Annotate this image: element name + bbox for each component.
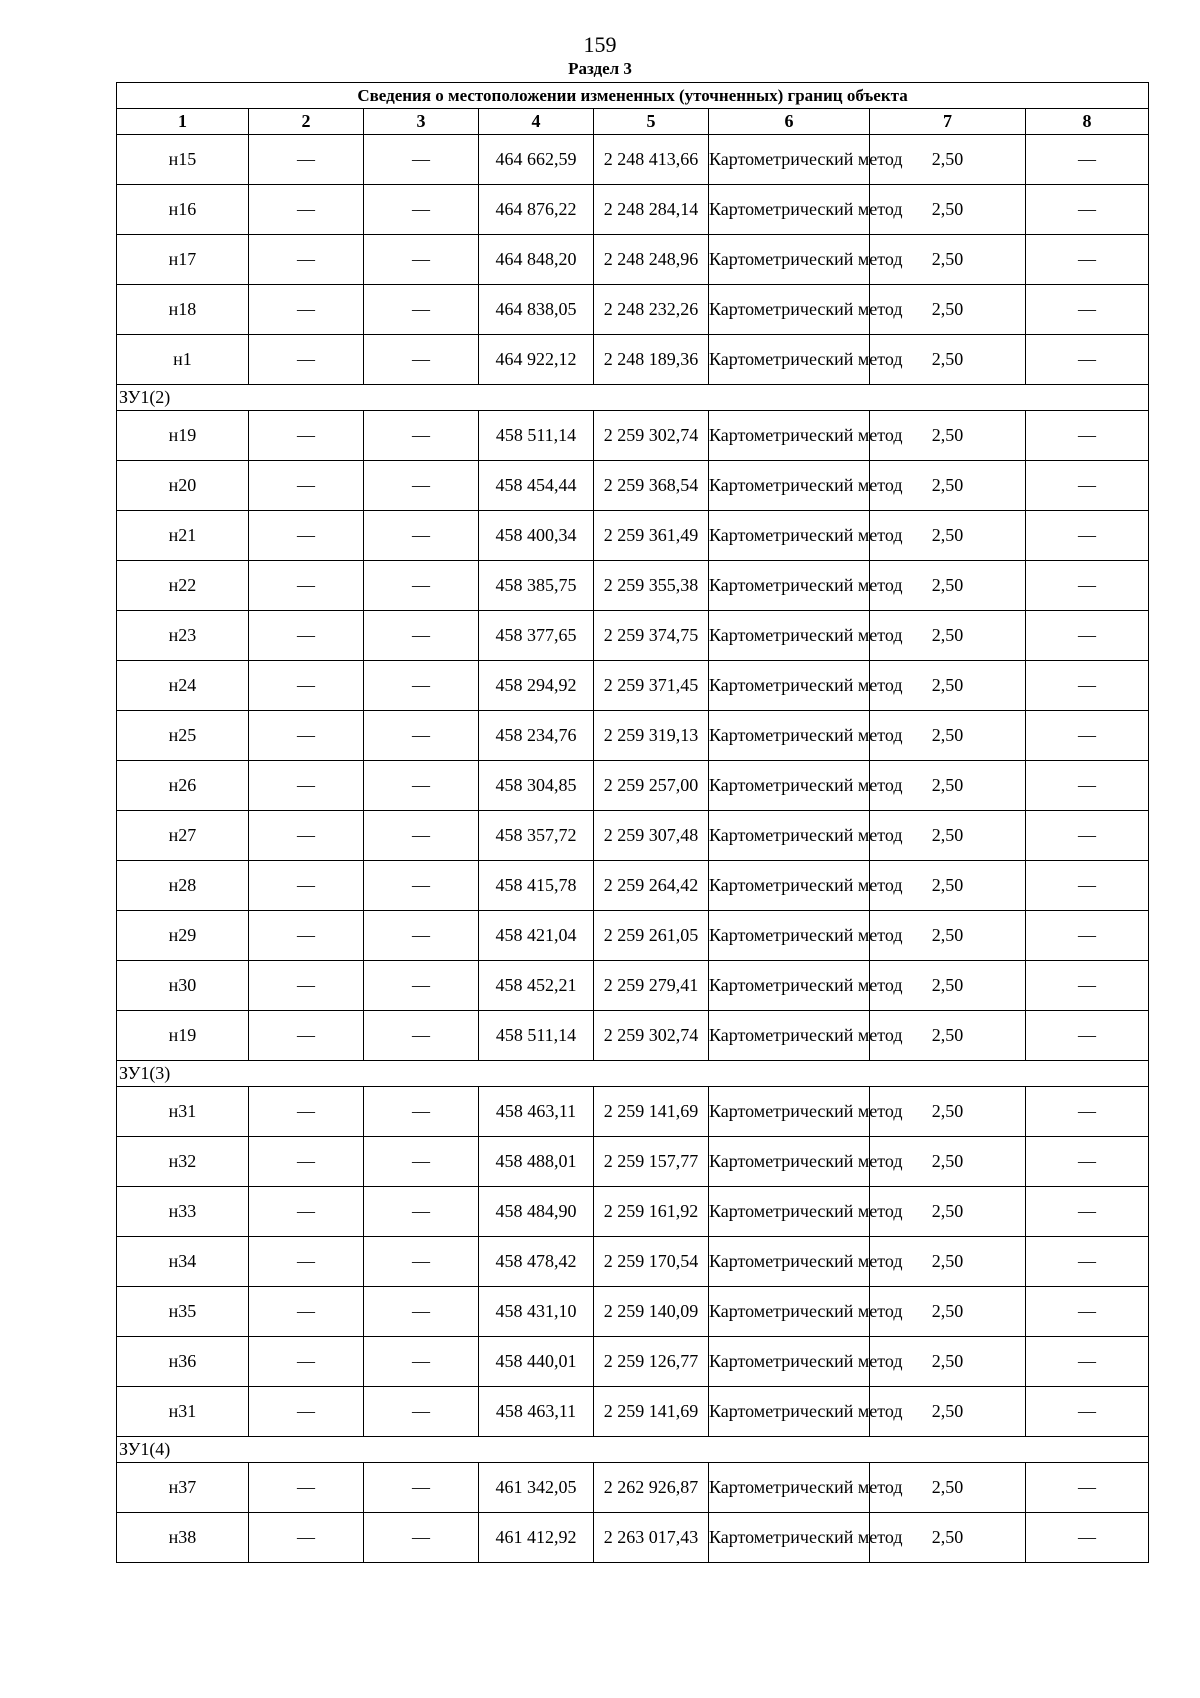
column-8-value: — (1026, 761, 1149, 811)
point-name: н19 (117, 411, 249, 461)
column-2-value: — (249, 285, 364, 335)
y-coordinate: 2 259 361,49 (594, 511, 709, 561)
point-name: н35 (117, 1287, 249, 1337)
method: Картометрический метод (709, 411, 870, 461)
method: Картометрический метод (709, 711, 870, 761)
column-8-value: — (1026, 135, 1149, 185)
method: Картометрический метод (709, 1337, 870, 1387)
point-name: н17 (117, 235, 249, 285)
table-row (117, 611, 1149, 661)
column-2-value: — (249, 1011, 364, 1061)
x-coordinate: 458 294,92 (479, 661, 594, 711)
column-2-value: — (249, 761, 364, 811)
column-8-value: — (1026, 811, 1149, 861)
y-coordinate: 2 259 302,74 (594, 1011, 709, 1061)
column-8-value: — (1026, 235, 1149, 285)
table-row (117, 711, 1149, 761)
x-coordinate: 458 385,75 (479, 561, 594, 611)
point-name: н25 (117, 711, 249, 761)
y-coordinate: 2 248 189,36 (594, 335, 709, 385)
precision: 2,50 (870, 285, 1026, 335)
table-row (117, 135, 1149, 185)
y-coordinate: 2 259 140,09 (594, 1287, 709, 1337)
column-2-value: — (249, 561, 364, 611)
column-header: 5 (594, 109, 709, 135)
precision: 2,50 (870, 1011, 1026, 1061)
precision: 2,50 (870, 1387, 1026, 1437)
x-coordinate: 458 400,34 (479, 511, 594, 561)
point-name: н20 (117, 461, 249, 511)
y-coordinate: 2 259 307,48 (594, 811, 709, 861)
column-8-value: — (1026, 861, 1149, 911)
y-coordinate: 2 259 157,77 (594, 1137, 709, 1187)
precision: 2,50 (870, 961, 1026, 1011)
column-3-value: — (364, 711, 479, 761)
point-name: н38 (117, 1513, 249, 1563)
method: Картометрический метод (709, 1237, 870, 1287)
column-3-value: — (364, 661, 479, 711)
column-header: 6 (709, 109, 870, 135)
column-8-value: — (1026, 1011, 1149, 1061)
group-label: ЗУ1(2) (117, 385, 1149, 411)
y-coordinate: 2 259 302,74 (594, 411, 709, 461)
column-3-value: — (364, 1337, 479, 1387)
table-row (117, 761, 1149, 811)
table-row (117, 411, 1149, 461)
section-title: Раздел 3 (568, 59, 632, 78)
column-2-value: — (249, 1287, 364, 1337)
x-coordinate: 458 478,42 (479, 1237, 594, 1287)
y-coordinate: 2 259 261,05 (594, 911, 709, 961)
method: Картометрический метод (709, 611, 870, 661)
column-2-value: — (249, 185, 364, 235)
x-coordinate: 461 342,05 (479, 1463, 594, 1513)
column-3-value: — (364, 811, 479, 861)
page-number: 159 (583, 32, 617, 57)
y-coordinate: 2 259 279,41 (594, 961, 709, 1011)
column-2-value: — (249, 1463, 364, 1513)
column-3-value: — (364, 611, 479, 661)
method: Картометрический метод (709, 1087, 870, 1137)
method: Картометрический метод (709, 811, 870, 861)
column-2-value: — (249, 611, 364, 661)
table-row (117, 285, 1149, 335)
y-coordinate: 2 259 141,69 (594, 1387, 709, 1437)
point-name: н36 (117, 1337, 249, 1387)
column-2-value: — (249, 1387, 364, 1437)
method: Картометрический метод (709, 1187, 870, 1237)
method: Картометрический метод (709, 511, 870, 561)
column-8-value: — (1026, 1513, 1149, 1563)
x-coordinate: 464 848,20 (479, 235, 594, 285)
x-coordinate: 458 431,10 (479, 1287, 594, 1337)
precision: 2,50 (870, 335, 1026, 385)
x-coordinate: 458 377,65 (479, 611, 594, 661)
method: Картометрический метод (709, 861, 870, 911)
y-coordinate: 2 259 264,42 (594, 861, 709, 911)
x-coordinate: 458 304,85 (479, 761, 594, 811)
column-2-value: — (249, 1337, 364, 1387)
table-title: Сведения о местоположении измененных (уточненных) границ объекта (117, 83, 1149, 109)
column-3-value: — (364, 861, 479, 911)
column-3-value: — (364, 411, 479, 461)
column-8-value: — (1026, 411, 1149, 461)
table-row (117, 1237, 1149, 1287)
y-coordinate: 2 248 248,96 (594, 235, 709, 285)
column-2-value: — (249, 461, 364, 511)
method: Картометрический метод (709, 911, 870, 961)
table-row (117, 1187, 1149, 1237)
column-2-value: — (249, 1513, 364, 1563)
column-2-value: — (249, 411, 364, 461)
column-3-value: — (364, 1287, 479, 1337)
x-coordinate: 458 452,21 (479, 961, 594, 1011)
y-coordinate: 2 259 319,13 (594, 711, 709, 761)
x-coordinate: 458 484,90 (479, 1187, 594, 1237)
column-header: 8 (1026, 109, 1149, 135)
table-row (117, 335, 1149, 385)
y-coordinate: 2 259 126,77 (594, 1337, 709, 1387)
column-8-value: — (1026, 1337, 1149, 1387)
y-coordinate: 2 248 284,14 (594, 185, 709, 235)
x-coordinate: 464 662,59 (479, 135, 594, 185)
table-row (117, 561, 1149, 611)
group-row (117, 1437, 1149, 1463)
point-name: н22 (117, 561, 249, 611)
table-row (117, 811, 1149, 861)
x-coordinate: 458 440,01 (479, 1337, 594, 1387)
point-name: н27 (117, 811, 249, 861)
x-coordinate: 458 463,11 (479, 1387, 594, 1437)
column-header: 1 (117, 109, 249, 135)
precision: 2,50 (870, 135, 1026, 185)
y-coordinate: 2 259 161,92 (594, 1187, 709, 1237)
method: Картометрический метод (709, 335, 870, 385)
column-3-value: — (364, 1137, 479, 1187)
column-8-value: — (1026, 561, 1149, 611)
column-3-value: — (364, 235, 479, 285)
table-row (117, 235, 1149, 285)
x-coordinate: 458 234,76 (479, 711, 594, 761)
y-coordinate: 2 262 926,87 (594, 1463, 709, 1513)
method: Картометрический метод (709, 135, 870, 185)
method: Картометрический метод (709, 1513, 870, 1563)
point-name: н31 (117, 1087, 249, 1137)
group-row (117, 1061, 1149, 1087)
column-2-value: — (249, 861, 364, 911)
precision: 2,50 (870, 1137, 1026, 1187)
column-header-row (117, 109, 1149, 135)
x-coordinate: 458 415,78 (479, 861, 594, 911)
precision: 2,50 (870, 511, 1026, 561)
y-coordinate: 2 259 170,54 (594, 1237, 709, 1287)
column-3-value: — (364, 1011, 479, 1061)
column-8-value: — (1026, 711, 1149, 761)
table-row (117, 1387, 1149, 1437)
x-coordinate: 458 511,14 (479, 1011, 594, 1061)
point-name: н34 (117, 1237, 249, 1287)
table-row (117, 861, 1149, 911)
y-coordinate: 2 259 141,69 (594, 1087, 709, 1137)
column-3-value: — (364, 1387, 479, 1437)
method: Картометрический метод (709, 761, 870, 811)
point-name: н37 (117, 1463, 249, 1513)
column-3-value: — (364, 1187, 479, 1237)
precision: 2,50 (870, 1187, 1026, 1237)
precision: 2,50 (870, 1237, 1026, 1287)
point-name: н24 (117, 661, 249, 711)
column-8-value: — (1026, 335, 1149, 385)
y-coordinate: 2 263 017,43 (594, 1513, 709, 1563)
column-2-value: — (249, 811, 364, 861)
column-2-value: — (249, 135, 364, 185)
group-row (117, 385, 1149, 411)
y-coordinate: 2 259 374,75 (594, 611, 709, 661)
y-coordinate: 2 259 371,45 (594, 661, 709, 711)
column-3-value: — (364, 1237, 479, 1287)
column-8-value: — (1026, 461, 1149, 511)
column-8-value: — (1026, 1187, 1149, 1237)
y-coordinate: 2 259 257,00 (594, 761, 709, 811)
point-name: н15 (117, 135, 249, 185)
table-row (117, 1287, 1149, 1337)
precision: 2,50 (870, 1087, 1026, 1137)
column-3-value: — (364, 185, 479, 235)
x-coordinate: 458 421,04 (479, 911, 594, 961)
column-3-value: — (364, 135, 479, 185)
point-name: н21 (117, 511, 249, 561)
point-name: н31 (117, 1387, 249, 1437)
precision: 2,50 (870, 235, 1026, 285)
point-name: н16 (117, 185, 249, 235)
point-name: н23 (117, 611, 249, 661)
column-3-value: — (364, 561, 479, 611)
table-row (117, 1337, 1149, 1387)
precision: 2,50 (870, 861, 1026, 911)
column-8-value: — (1026, 661, 1149, 711)
method: Картометрический метод (709, 185, 870, 235)
precision: 2,50 (870, 761, 1026, 811)
table-row (117, 511, 1149, 561)
column-header: 2 (249, 109, 364, 135)
column-8-value: — (1026, 911, 1149, 961)
precision: 2,50 (870, 1513, 1026, 1563)
column-3-value: — (364, 761, 479, 811)
column-8-value: — (1026, 1137, 1149, 1187)
group-label: ЗУ1(3) (117, 1061, 1149, 1087)
x-coordinate: 464 876,22 (479, 185, 594, 235)
y-coordinate: 2 259 355,38 (594, 561, 709, 611)
column-3-value: — (364, 911, 479, 961)
column-8-value: — (1026, 611, 1149, 661)
column-3-value: — (364, 1087, 479, 1137)
precision: 2,50 (870, 1463, 1026, 1513)
column-2-value: — (249, 711, 364, 761)
precision: 2,50 (870, 461, 1026, 511)
precision: 2,50 (870, 1287, 1026, 1337)
column-8-value: — (1026, 185, 1149, 235)
table-title-row (117, 83, 1149, 109)
precision: 2,50 (870, 611, 1026, 661)
x-coordinate: 464 922,12 (479, 335, 594, 385)
column-3-value: — (364, 285, 479, 335)
group-label: ЗУ1(4) (117, 1437, 1149, 1463)
table-body (117, 135, 1149, 1563)
precision: 2,50 (870, 185, 1026, 235)
precision: 2,50 (870, 911, 1026, 961)
method: Картометрический метод (709, 1011, 870, 1061)
column-8-value: — (1026, 1237, 1149, 1287)
point-name: н19 (117, 1011, 249, 1061)
column-3-value: — (364, 335, 479, 385)
column-3-value: — (364, 461, 479, 511)
method: Картометрический метод (709, 285, 870, 335)
column-2-value: — (249, 1137, 364, 1187)
x-coordinate: 461 412,92 (479, 1513, 594, 1563)
method: Картометрический метод (709, 961, 870, 1011)
column-8-value: — (1026, 1087, 1149, 1137)
column-2-value: — (249, 335, 364, 385)
method: Картометрический метод (709, 235, 870, 285)
point-name: н33 (117, 1187, 249, 1237)
column-2-value: — (249, 961, 364, 1011)
column-2-value: — (249, 1237, 364, 1287)
table-row (117, 911, 1149, 961)
point-name: н28 (117, 861, 249, 911)
point-name: н1 (117, 335, 249, 385)
table-row (117, 1513, 1149, 1563)
y-coordinate: 2 259 368,54 (594, 461, 709, 511)
method: Картометрический метод (709, 461, 870, 511)
method: Картометрический метод (709, 1387, 870, 1437)
column-3-value: — (364, 961, 479, 1011)
table-row (117, 185, 1149, 235)
column-header: 3 (364, 109, 479, 135)
method: Картометрический метод (709, 561, 870, 611)
point-name: н18 (117, 285, 249, 335)
column-8-value: — (1026, 511, 1149, 561)
column-8-value: — (1026, 285, 1149, 335)
table-row (117, 661, 1149, 711)
table-row (117, 1463, 1149, 1513)
point-name: н32 (117, 1137, 249, 1187)
column-3-value: — (364, 1463, 479, 1513)
column-2-value: — (249, 1187, 364, 1237)
precision: 2,50 (870, 811, 1026, 861)
column-8-value: — (1026, 961, 1149, 1011)
table-row (117, 461, 1149, 511)
y-coordinate: 2 248 232,26 (594, 285, 709, 335)
table-row (117, 1087, 1149, 1137)
table-row (117, 1137, 1149, 1187)
precision: 2,50 (870, 561, 1026, 611)
column-2-value: — (249, 511, 364, 561)
column-8-value: — (1026, 1287, 1149, 1337)
table-row (117, 1011, 1149, 1061)
x-coordinate: 458 454,44 (479, 461, 594, 511)
column-header: 7 (870, 109, 1026, 135)
column-8-value: — (1026, 1387, 1149, 1437)
column-header: 4 (479, 109, 594, 135)
method: Картометрический метод (709, 661, 870, 711)
precision: 2,50 (870, 411, 1026, 461)
column-2-value: — (249, 661, 364, 711)
precision: 2,50 (870, 711, 1026, 761)
method: Картометрический метод (709, 1137, 870, 1187)
table-row (117, 961, 1149, 1011)
precision: 2,50 (870, 1337, 1026, 1387)
column-3-value: — (364, 511, 479, 561)
method: Картометрический метод (709, 1287, 870, 1337)
x-coordinate: 458 488,01 (479, 1137, 594, 1187)
coordinates-table (116, 82, 1149, 1563)
x-coordinate: 458 463,11 (479, 1087, 594, 1137)
column-8-value: — (1026, 1463, 1149, 1513)
point-name: н26 (117, 761, 249, 811)
column-2-value: — (249, 235, 364, 285)
precision: 2,50 (870, 661, 1026, 711)
point-name: н30 (117, 961, 249, 1011)
x-coordinate: 458 511,14 (479, 411, 594, 461)
x-coordinate: 464 838,05 (479, 285, 594, 335)
method: Картометрический метод (709, 1463, 870, 1513)
y-coordinate: 2 248 413,66 (594, 135, 709, 185)
column-2-value: — (249, 1087, 364, 1137)
point-name: н29 (117, 911, 249, 961)
column-3-value: — (364, 1513, 479, 1563)
column-2-value: — (249, 911, 364, 961)
x-coordinate: 458 357,72 (479, 811, 594, 861)
